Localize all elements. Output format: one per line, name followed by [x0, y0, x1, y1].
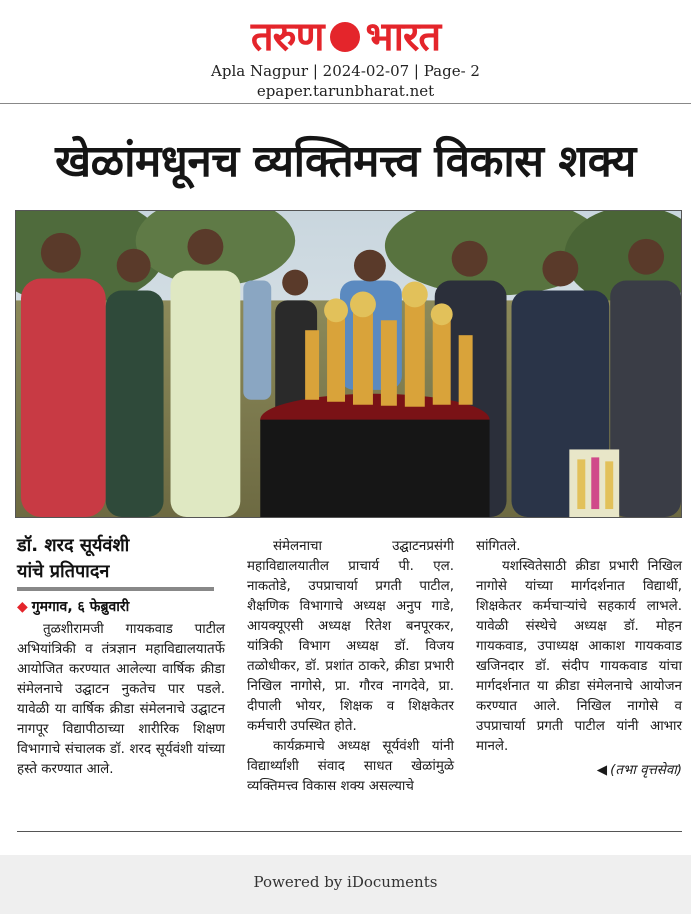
- header-divider: [0, 103, 691, 104]
- site-url[interactable]: epaper.tarunbharat.net: [256, 82, 435, 100]
- publication-info: Apla Nagpur | 2024-02-07 | Page- 2: [211, 62, 480, 80]
- article-column-2: [247, 537, 454, 797]
- newspaper-logo[interactable]: [251, 14, 440, 60]
- article-paragraph: कार्यक्रमाचे अध्यक्ष सूर्यवंशी यांनी विद्यार्थ्यांशी संवाद साधत खेळांमुळे व्यक्तिमत्त्व विकास शक्य असल्याचे: [247, 739, 454, 794]
- logo-text-right: भारत: [365, 14, 441, 60]
- article-photo: [15, 210, 682, 518]
- subhead-rule: [17, 587, 214, 591]
- article-headline: खेळांमधूनच व्यक्तिमत्त्व विकास शक्य: [55, 136, 636, 187]
- article-paragraph: यशस्वितेसाठी क्रीडा प्रभारी निखिल नागोसे यांच्या मार्गदर्शनात विद्यार्थी, शिक्षकेतर कर्मचाऱ्यांचे सहकार्य लाभले. यावेळी संस्थेचे अध्यक्ष डॉ. मोहन गायकवाड, उपाध्यक्ष आकाश गायकवाड खजिनदार डॉ. संदीप गायकवाड यांचा मार्गदर्शनात या क्रीडा संमेलनाचे आयोजन करण्यात आले. निखिल नागोसे व उपप्राचार्या प्रगती पाटील यांनी आभार मानले.: [476, 559, 682, 754]
- article-paragraph: तुळशीरामजी गायकवाड पाटील अभियांत्रिकी व तंत्रज्ञान महाविद्यालयातर्फे आयोजित करण्यात आलेल्या वार्षिक क्रीडा संमेलनाचे उद्घाटन नुकतेच पार पडले. यावेळी या वार्षिक क्रीडा संमेलनाचे उद्घाटन नागपूर विद्यापीठाच्या शारीरिक शिक्षण विभागाचे संचालक डॉ. शरद सूर्यवंशी यांच्या हस्ते करण्यात आले.: [17, 622, 225, 777]
- article-paragraph: संमेलनाचा उद्घाटनप्रसंगी महाविद्यालयातील प्राचार्य पी. एल. नाकतोडे, उपप्राचार्या प्रगती पाटील, शैक्षणिक विभागाचे अध्यक्ष अनुप गाडे, आयक्यूएसी अध्यक्ष रितेश बनपूरकर, यांत्रिकी विभाग अध्यक्ष डॉ. विजय तळोधीकर, डॉ. प्रशांत ठाकरे, क्रीडा प्रभारी निखिल नागोसे, प्रा. गौरव नागदेवे, प्रा. दीपाली भोयर, शिक्षक व शिक्षकेतर कर्मचारी उपस्थित होते.: [247, 539, 454, 734]
- subhead-line-1: डॉ. शरद सूर्यवंशी: [17, 535, 130, 556]
- news-source: [476, 761, 682, 781]
- article-column-3: [476, 537, 682, 781]
- event-photo-illustration: [16, 211, 681, 517]
- article-column-1: [17, 620, 225, 780]
- logo-seal-icon: [330, 22, 360, 52]
- article-bottom-divider: [17, 831, 682, 832]
- footer: [0, 855, 691, 914]
- news-source-text: (तभा वृत्तसेवा): [610, 763, 682, 778]
- diamond-icon: ◆: [17, 599, 28, 615]
- subhead-line-2: यांचे प्रतिपादन: [17, 561, 110, 582]
- masthead: [0, 14, 691, 60]
- article-paragraph: सांगितले.: [476, 539, 521, 554]
- powered-by-link[interactable]: Powered by iDocuments: [253, 873, 438, 891]
- triangle-left-icon: ◀: [596, 763, 608, 778]
- dateline-text: गुमगाव, ६ फेब्रुवारी: [31, 599, 130, 615]
- logo-text-left: तरुण: [250, 14, 324, 60]
- article-subhead: [17, 533, 217, 585]
- dateline: [17, 597, 129, 617]
